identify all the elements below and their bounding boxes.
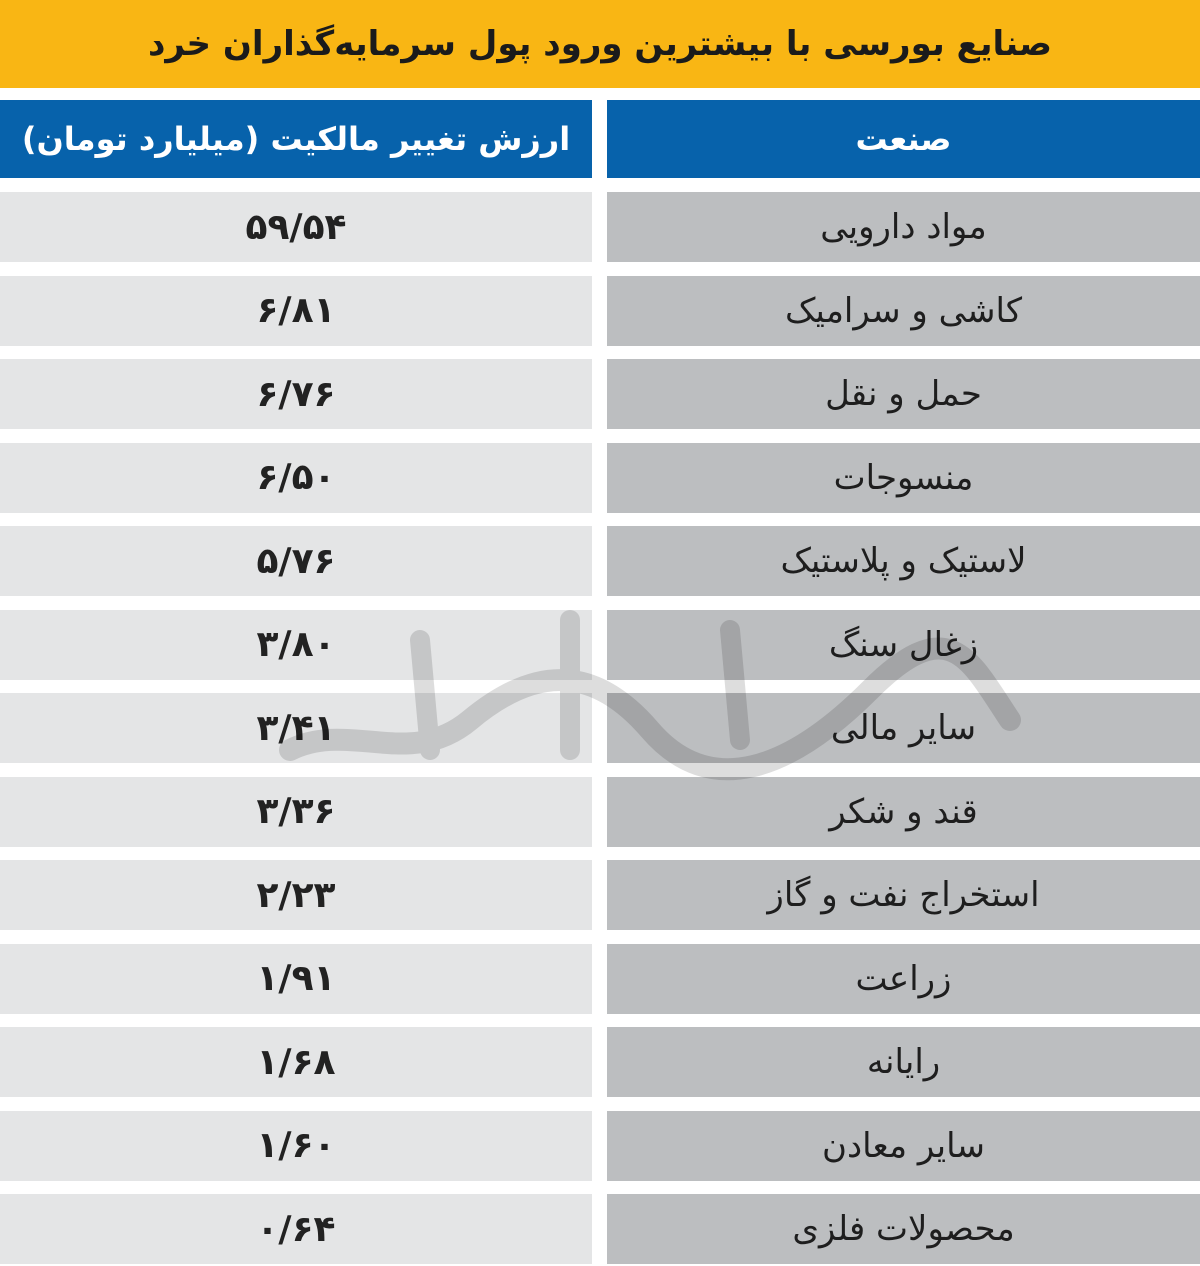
table-row: [0, 944, 1200, 1014]
value-cell: ۳/۳۶: [0, 777, 592, 847]
value-cell: ۰/۶۴: [0, 1194, 592, 1264]
value-cell: ۳/۴۱: [0, 693, 592, 763]
table-row: [0, 860, 1200, 930]
table-row: [0, 1027, 1200, 1097]
table-row: [0, 526, 1200, 596]
table-row: [0, 777, 1200, 847]
table-row: [0, 1194, 1200, 1264]
table-row: [0, 443, 1200, 513]
table-body: [0, 192, 1200, 1266]
column-header-value: ارزش تغییر مالکیت (میلیارد تومان): [0, 100, 592, 178]
value-cell: ۵۹/۵۴: [0, 192, 592, 262]
value-cell: ۶/۷۶: [0, 359, 592, 429]
industry-cell: زغال سنگ: [607, 610, 1200, 680]
industry-cell: قند و شکر: [607, 777, 1200, 847]
page-title: صنایع بورسی با بیشترین ورود پول سرمایه‌گذاران خرد: [147, 24, 1053, 64]
value-cell: ۱/۶۸: [0, 1027, 592, 1097]
title-bar: [0, 0, 1200, 88]
value-cell: ۶/۵۰: [0, 443, 592, 513]
table-row: [0, 359, 1200, 429]
industry-cell: زراعت: [607, 944, 1200, 1014]
table-row: [0, 192, 1200, 262]
table-row: [0, 693, 1200, 763]
industry-cell: مواد دارویی: [607, 192, 1200, 262]
industry-cell: حمل و نقل: [607, 359, 1200, 429]
industry-cell: استخراج نفت و گاز: [607, 860, 1200, 930]
value-cell: ۱/۶۰: [0, 1111, 592, 1181]
table-row: [0, 610, 1200, 680]
value-cell: ۶/۸۱: [0, 276, 592, 346]
industry-cell: لاستیک و پلاستیک: [607, 526, 1200, 596]
industry-cell: رایانه: [607, 1027, 1200, 1097]
industry-cell: منسوجات: [607, 443, 1200, 513]
industry-cell: سایر مالی: [607, 693, 1200, 763]
table-row: [0, 1111, 1200, 1181]
table-row: [0, 276, 1200, 346]
value-cell: ۲/۲۳: [0, 860, 592, 930]
industry-cell: سایر معادن: [607, 1111, 1200, 1181]
industry-cell: کاشی و سرامیک: [607, 276, 1200, 346]
value-cell: ۵/۷۶: [0, 526, 592, 596]
column-header-industry: صنعت: [607, 100, 1200, 178]
industry-cell: محصولات فلزی: [607, 1194, 1200, 1264]
value-cell: ۳/۸۰: [0, 610, 592, 680]
value-cell: ۱/۹۱: [0, 944, 592, 1014]
